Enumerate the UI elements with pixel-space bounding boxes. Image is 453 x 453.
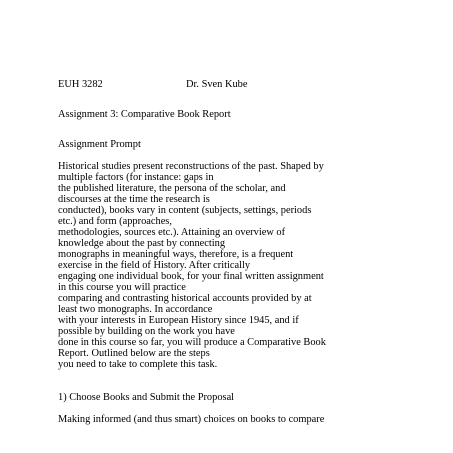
assignment-title: Assignment 3: Comparative Book Report — [58, 109, 231, 120]
prompt-line: in this course you will practice — [58, 282, 186, 293]
prompt-line: exercise in the field of History. After critically — [58, 260, 251, 271]
prompt-line: Historical studies present reconstructions of the past. Shaped by — [58, 161, 324, 172]
prompt-line: knowledge about the past by connecting — [58, 238, 226, 249]
prompt-heading: Assignment Prompt — [58, 139, 141, 150]
instructor-name: Dr. Sven Kube — [186, 79, 248, 90]
prompt-line: methodologies, sources etc.). Attaining an overview of — [58, 227, 286, 238]
prompt-line: possible by building on the work you have — [58, 326, 235, 337]
prompt-line: Report. Outlined below are the steps — [58, 348, 210, 359]
section-body-line: Making informed (and thus smart) choices on books to compare — [58, 414, 325, 425]
section-heading: 1) Choose Books and Submit the Proposal — [58, 392, 235, 403]
prompt-line: discourses at the time the research is — [58, 194, 210, 205]
prompt-line: multiple factors (for instance: gaps in — [58, 172, 214, 183]
prompt-line: comparing and contrasting historical accounts provided by at — [58, 293, 312, 304]
prompt-line: with your interests in European History since 1945, and if — [58, 315, 299, 326]
prompt-line: conducted), books vary in content (subjects, settings, periods — [58, 205, 312, 216]
prompt-line: you need to take to complete this task. — [58, 359, 218, 370]
prompt-line: etc.) and form (approaches, — [58, 216, 172, 227]
course-code: EUH 3282 — [58, 79, 103, 90]
prompt-line: engaging one individual book, for your final written assignment — [58, 271, 324, 282]
prompt-line: monographs in meaningful ways, therefore, is a frequent — [58, 249, 294, 260]
prompt-line: done in this course so far, you will produce a Comparative Book — [58, 337, 326, 348]
prompt-line: least two monographs. In accordance — [58, 304, 213, 315]
prompt-line: the published literature, the persona of the scholar, and — [58, 183, 286, 194]
